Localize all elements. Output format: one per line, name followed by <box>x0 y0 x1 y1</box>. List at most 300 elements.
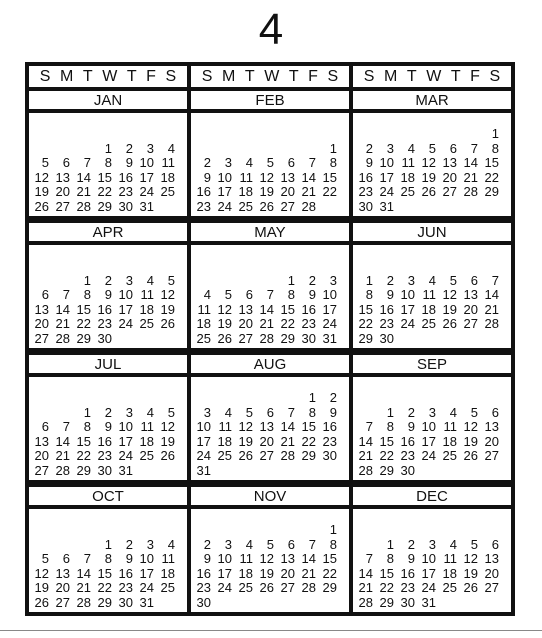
day-number: 19 <box>463 433 478 449</box>
day-number: 27 <box>463 316 478 331</box>
month-days <box>191 377 349 480</box>
day-number: 8 <box>386 419 394 434</box>
day-number: 14 <box>55 301 70 317</box>
day-number: 21 <box>55 316 70 331</box>
day-number: 26 <box>160 316 175 331</box>
day-number: 17 <box>139 169 154 185</box>
day-number: 25 <box>196 330 211 346</box>
day-number: 16 <box>97 301 112 317</box>
day-number: 2 <box>104 272 112 288</box>
weekday-label: S <box>327 68 339 85</box>
day-number: 7 <box>470 140 478 156</box>
day-number: 23 <box>196 580 211 595</box>
day-number: 18 <box>160 565 175 581</box>
day-number: 6 <box>449 140 457 156</box>
day-number: 17 <box>379 169 394 185</box>
month-days <box>191 509 349 612</box>
day-number: 23 <box>301 316 316 331</box>
day-number: 23 <box>400 580 415 595</box>
day-number: 21 <box>358 580 373 595</box>
day-number: 15 <box>97 565 112 581</box>
day-number: 15 <box>379 433 394 449</box>
day-number: 2 <box>407 536 415 552</box>
day-number: 27 <box>55 594 70 610</box>
weekday-label: M <box>383 68 398 85</box>
day-number: 26 <box>463 580 478 595</box>
day-number: 27 <box>34 330 49 346</box>
weekday-label: S <box>165 68 177 85</box>
month-name: MAY <box>191 223 349 241</box>
day-number: 11 <box>161 551 175 566</box>
day-number: 3 <box>224 155 232 170</box>
day-number: 14 <box>358 433 373 449</box>
day-number: 12 <box>34 169 49 185</box>
day-number: 14 <box>76 169 91 185</box>
day-number: 10 <box>421 419 436 434</box>
day-number: 18 <box>238 184 253 199</box>
day-number: 20 <box>55 580 70 595</box>
day-number: 30 <box>196 594 211 610</box>
day-number: 8 <box>287 287 295 302</box>
day-number: 26 <box>238 448 253 463</box>
day-number: 16 <box>400 565 415 581</box>
weekday-label: M <box>221 68 236 85</box>
day-number: 9 <box>308 287 316 302</box>
day-number: 9 <box>386 287 394 302</box>
day-number: 27 <box>484 580 499 595</box>
day-number: 1 <box>329 522 337 537</box>
calendar-column <box>191 66 349 612</box>
day-number: 5 <box>266 536 274 552</box>
day-number: 9 <box>125 551 133 566</box>
day-number: 11 <box>239 169 253 185</box>
day-number: 25 <box>139 316 154 331</box>
day-number: 30 <box>400 462 415 478</box>
day-number: 18 <box>442 565 457 581</box>
day-number: 20 <box>259 433 274 449</box>
day-number: 2 <box>308 272 316 288</box>
day-number: 30 <box>301 330 316 346</box>
day-number: 21 <box>76 580 91 595</box>
weekday-header <box>353 66 511 87</box>
day-number: 20 <box>484 565 499 581</box>
day-number: 16 <box>196 184 211 199</box>
day-number: 3 <box>125 404 133 420</box>
day-number: 31 <box>379 198 394 214</box>
day-number: 14 <box>484 287 499 302</box>
day-number: 8 <box>83 287 91 302</box>
day-number: 24 <box>139 580 154 595</box>
day-number: 16 <box>301 301 316 317</box>
day-number: 2 <box>203 536 211 552</box>
day-number: 8 <box>386 551 394 566</box>
day-number: 29 <box>322 580 337 595</box>
day-number: 27 <box>280 580 295 595</box>
day-number: 6 <box>245 287 253 302</box>
day-number: 30 <box>358 198 373 214</box>
day-number: 8 <box>104 551 112 566</box>
day-number: 5 <box>428 140 436 156</box>
day-number: 11 <box>443 419 457 434</box>
weekday-label: F <box>146 68 156 85</box>
day-number: 30 <box>97 330 112 346</box>
day-number: 7 <box>83 155 91 170</box>
day-number: 22 <box>379 580 394 595</box>
day-number: 4 <box>146 404 154 420</box>
day-number: 28 <box>76 594 91 610</box>
day-number: 14 <box>301 551 316 566</box>
day-number: 2 <box>125 140 133 156</box>
day-number: 15 <box>379 565 394 581</box>
day-number: 22 <box>322 565 337 581</box>
day-number: 26 <box>259 580 274 595</box>
day-number: 29 <box>76 330 91 346</box>
day-number: 29 <box>97 594 112 610</box>
day-number: 12 <box>421 155 436 170</box>
day-number: 11 <box>422 287 436 302</box>
day-number: 21 <box>280 433 295 449</box>
month-days <box>353 245 511 348</box>
day-number: 26 <box>421 184 436 199</box>
day-number: 22 <box>280 316 295 331</box>
day-number: 9 <box>365 155 373 170</box>
day-number: 19 <box>421 169 436 185</box>
day-number: 14 <box>280 419 295 434</box>
day-number: 22 <box>76 448 91 463</box>
day-number: 30 <box>97 462 112 478</box>
day-number: 18 <box>400 169 415 185</box>
weekday-label: T <box>82 68 93 85</box>
day-number: 22 <box>97 580 112 595</box>
day-number: 19 <box>259 565 274 581</box>
day-number: 10 <box>400 287 415 302</box>
day-number: 23 <box>196 198 211 214</box>
day-number: 30 <box>379 330 394 346</box>
day-number: 3 <box>386 140 394 156</box>
day-number: 20 <box>463 301 478 317</box>
day-number: 23 <box>118 184 133 199</box>
day-number: 25 <box>238 580 253 595</box>
day-number: 27 <box>280 198 295 214</box>
day-number: 6 <box>41 287 49 302</box>
day-number: 18 <box>139 433 154 449</box>
day-number: 18 <box>217 433 232 449</box>
day-number: 2 <box>407 404 415 420</box>
day-number: 29 <box>280 330 295 346</box>
day-number: 25 <box>217 448 232 463</box>
day-number: 17 <box>421 565 436 581</box>
day-number: 3 <box>203 404 211 420</box>
day-number: 15 <box>76 301 91 317</box>
day-number: 27 <box>55 198 70 214</box>
day-number: 16 <box>118 169 133 185</box>
day-number: 22 <box>76 316 91 331</box>
day-number: 5 <box>41 551 49 566</box>
day-number: 18 <box>196 316 211 331</box>
day-number: 4 <box>167 140 175 156</box>
day-number: 26 <box>160 448 175 463</box>
day-number: 31 <box>421 594 436 610</box>
day-number: 1 <box>83 404 91 420</box>
day-number: 28 <box>301 580 316 595</box>
day-number: 17 <box>322 301 337 317</box>
day-number: 21 <box>259 316 274 331</box>
day-number: 17 <box>139 565 154 581</box>
day-number: 20 <box>34 316 49 331</box>
day-number: 1 <box>329 140 337 156</box>
day-number: 11 <box>140 287 154 302</box>
day-number: 14 <box>55 433 70 449</box>
day-number: 17 <box>217 565 232 581</box>
day-number: 13 <box>463 287 478 302</box>
day-number: 26 <box>34 198 49 214</box>
day-number: 20 <box>280 565 295 581</box>
day-number: 24 <box>196 448 211 463</box>
month-days <box>29 377 187 480</box>
weekday-label: W <box>426 68 442 85</box>
month-name: SEP <box>353 355 511 373</box>
day-number: 6 <box>470 272 478 288</box>
day-number: 13 <box>280 551 295 566</box>
day-number: 24 <box>118 316 133 331</box>
day-number: 17 <box>400 301 415 317</box>
day-number: 6 <box>287 536 295 552</box>
day-number: 2 <box>365 140 373 156</box>
day-number: 18 <box>442 433 457 449</box>
day-number: 28 <box>358 462 373 478</box>
day-number: 5 <box>449 272 457 288</box>
day-number: 21 <box>301 565 316 581</box>
day-number: 13 <box>34 433 49 449</box>
day-number: 23 <box>97 316 112 331</box>
weekday-label: F <box>470 68 480 85</box>
day-number: 18 <box>160 169 175 185</box>
day-number: 20 <box>280 184 295 199</box>
day-number: 5 <box>224 287 232 302</box>
day-number: 5 <box>167 272 175 288</box>
day-number: 15 <box>322 551 337 566</box>
day-number: 11 <box>218 419 232 434</box>
day-number: 2 <box>329 390 337 405</box>
day-number: 26 <box>217 330 232 346</box>
day-number: 15 <box>301 419 316 434</box>
day-number: 24 <box>217 198 232 214</box>
day-number: 13 <box>484 419 499 434</box>
day-number: 10 <box>322 287 337 302</box>
day-number: 25 <box>421 316 436 331</box>
day-number: 31 <box>139 594 154 610</box>
day-number: 8 <box>308 404 316 420</box>
day-number: 20 <box>238 316 253 331</box>
day-number: 8 <box>329 155 337 170</box>
day-number: 18 <box>421 301 436 317</box>
day-number: 4 <box>449 404 457 420</box>
day-number: 23 <box>322 433 337 449</box>
day-number: 10 <box>379 155 394 170</box>
month-name: MAR <box>353 91 511 109</box>
day-number: 9 <box>104 287 112 302</box>
page-title: 4 <box>258 5 284 54</box>
day-number: 26 <box>442 316 457 331</box>
day-number: 9 <box>329 404 337 420</box>
day-number: 3 <box>407 272 415 288</box>
day-number: 4 <box>407 140 415 156</box>
day-number: 28 <box>55 462 70 478</box>
month-name: OCT <box>29 487 187 505</box>
day-number: 5 <box>470 404 478 420</box>
day-number: 17 <box>118 433 133 449</box>
day-number: 20 <box>55 184 70 199</box>
day-number: 19 <box>259 184 274 199</box>
day-number: 12 <box>160 287 175 302</box>
day-number: 12 <box>160 419 175 434</box>
day-number: 27 <box>259 448 274 463</box>
day-number: 17 <box>421 433 436 449</box>
day-number: 26 <box>463 448 478 463</box>
day-number: 23 <box>118 580 133 595</box>
day-number: 19 <box>217 316 232 331</box>
day-number: 24 <box>379 184 394 199</box>
day-number: 5 <box>245 404 253 420</box>
day-number: 12 <box>34 565 49 581</box>
day-number: 9 <box>125 155 133 170</box>
calendar-column <box>29 66 187 612</box>
day-number: 12 <box>238 419 253 434</box>
day-number: 13 <box>238 301 253 317</box>
day-number: 16 <box>322 419 337 434</box>
day-number: 14 <box>259 301 274 317</box>
day-number: 22 <box>97 184 112 199</box>
day-number: 7 <box>365 419 373 434</box>
day-number: 29 <box>358 330 373 346</box>
day-number: 7 <box>308 536 316 552</box>
day-number: 27 <box>34 462 49 478</box>
day-number: 16 <box>379 301 394 317</box>
day-number: 19 <box>238 433 253 449</box>
day-number: 7 <box>83 551 91 566</box>
day-number: 2 <box>104 404 112 420</box>
weekday-label: S <box>489 68 501 85</box>
day-number: 19 <box>160 433 175 449</box>
day-number: 16 <box>118 565 133 581</box>
day-number: 27 <box>442 184 457 199</box>
day-number: 22 <box>379 448 394 463</box>
day-number: 1 <box>104 140 112 156</box>
day-number: 4 <box>449 536 457 552</box>
day-number: 7 <box>365 551 373 566</box>
month-name: JAN <box>29 91 187 109</box>
calendar-column <box>353 66 511 612</box>
day-number: 1 <box>386 536 394 552</box>
day-number: 4 <box>167 536 175 552</box>
day-number: 27 <box>484 448 499 463</box>
day-number: 13 <box>55 565 70 581</box>
day-number: 6 <box>491 404 499 420</box>
day-number: 16 <box>358 169 373 185</box>
day-number: 9 <box>407 551 415 566</box>
day-number: 23 <box>97 448 112 463</box>
month-days <box>353 113 511 216</box>
month-days <box>353 377 511 480</box>
day-number: 30 <box>322 448 337 463</box>
day-number: 10 <box>118 419 133 434</box>
day-number: 5 <box>41 155 49 170</box>
day-number: 13 <box>484 551 499 566</box>
day-number: 19 <box>442 301 457 317</box>
day-number: 7 <box>491 272 499 288</box>
day-number: 18 <box>238 565 253 581</box>
day-number: 6 <box>287 155 295 170</box>
day-number: 23 <box>400 448 415 463</box>
month-name: APR <box>29 223 187 241</box>
day-number: 5 <box>470 536 478 552</box>
day-number: 22 <box>322 184 337 199</box>
weekday-label: S <box>201 68 213 85</box>
day-number: 10 <box>196 419 211 434</box>
day-number: 10 <box>139 155 154 170</box>
day-number: 4 <box>428 272 436 288</box>
day-number: 8 <box>491 140 499 156</box>
day-number: 12 <box>442 287 457 302</box>
day-number: 21 <box>76 184 91 199</box>
day-number: 8 <box>104 155 112 170</box>
weekday-label: W <box>264 68 280 85</box>
day-number: 4 <box>203 287 211 302</box>
day-number: 1 <box>287 272 295 288</box>
day-number: 2 <box>386 272 394 288</box>
day-number: 12 <box>217 301 232 317</box>
day-number: 29 <box>97 198 112 214</box>
day-number: 6 <box>41 419 49 434</box>
day-number: 15 <box>97 169 112 185</box>
day-number: 25 <box>160 184 175 199</box>
day-number: 8 <box>365 287 373 302</box>
day-number: 24 <box>217 580 232 595</box>
day-number: 29 <box>76 462 91 478</box>
day-number: 9 <box>203 169 211 185</box>
day-number: 11 <box>239 551 253 566</box>
weekday-label: T <box>126 68 137 85</box>
day-number: 9 <box>104 419 112 434</box>
month-days <box>353 509 511 612</box>
day-number: 7 <box>308 155 316 170</box>
day-number: 24 <box>118 448 133 463</box>
day-number: 30 <box>400 594 415 610</box>
day-number: 20 <box>484 433 499 449</box>
day-number: 14 <box>301 169 316 185</box>
day-number: 31 <box>139 198 154 214</box>
day-number: 11 <box>197 301 211 317</box>
day-number: 11 <box>140 419 154 434</box>
weekday-header <box>29 66 187 87</box>
day-number: 10 <box>217 169 232 185</box>
day-number: 22 <box>301 433 316 449</box>
day-number: 28 <box>484 316 499 331</box>
weekday-label: F <box>308 68 318 85</box>
weekday-header <box>191 66 349 87</box>
month-name: JUL <box>29 355 187 373</box>
day-number: 1 <box>83 272 91 288</box>
month-days <box>29 113 187 216</box>
day-number: 1 <box>104 536 112 552</box>
day-number: 17 <box>217 184 232 199</box>
day-number: 1 <box>491 126 499 141</box>
day-number: 16 <box>196 565 211 581</box>
month-days <box>29 245 187 348</box>
day-number: 16 <box>400 433 415 449</box>
day-number: 17 <box>196 433 211 449</box>
month-name: NOV <box>191 487 349 505</box>
